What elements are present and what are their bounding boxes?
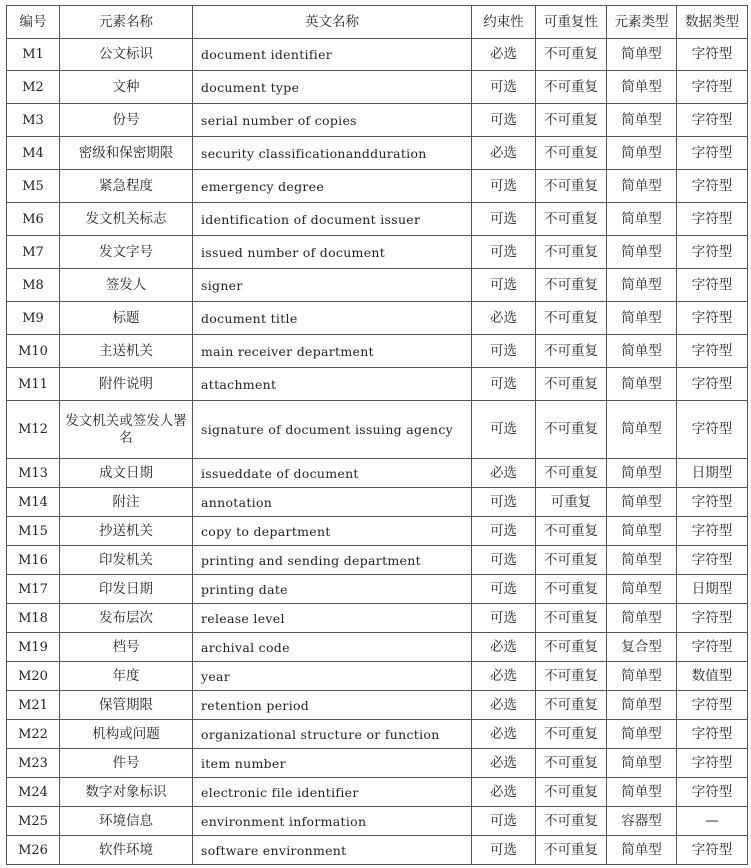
cell-repeatability: 不可重复	[536, 749, 607, 778]
table-row	[7, 778, 748, 807]
cell-repeatability: 不可重复	[536, 459, 607, 488]
cell-constraint: 必选	[472, 662, 536, 691]
cell-data-type: 字符型	[677, 104, 748, 137]
cell-repeatability: 不可重复	[536, 662, 607, 691]
cell-repeatability: 不可重复	[536, 269, 607, 302]
cell-element-name: 主送机关	[60, 335, 193, 368]
cell-data-type: 字符型	[677, 691, 748, 720]
header-element-type: 元素类型	[607, 6, 677, 39]
cell-english-name: electronic file identifier	[193, 778, 472, 807]
cell-element-type: 简单型	[607, 662, 677, 691]
cell-element-type: 简单型	[607, 836, 677, 865]
cell-repeatability: 不可重复	[536, 170, 607, 203]
cell-id: M1	[7, 39, 60, 71]
table-row	[7, 517, 748, 546]
cell-english-name: document title	[193, 302, 472, 335]
cell-element-type: 简单型	[607, 302, 677, 335]
cell-constraint: 必选	[472, 459, 536, 488]
cell-constraint: 可选	[472, 368, 536, 401]
table-row	[7, 39, 748, 71]
cell-id: M21	[7, 691, 60, 720]
cell-constraint: 可选	[472, 269, 536, 302]
cell-english-name: annotation	[193, 488, 472, 517]
cell-repeatability: 不可重复	[536, 302, 607, 335]
cell-element-name: 件号	[60, 749, 193, 778]
header-constraint: 约束性	[472, 6, 536, 39]
header-repeatability: 可重复性	[536, 6, 607, 39]
cell-english-name: issueddate of document	[193, 459, 472, 488]
header-data-type: 数据类型	[677, 6, 748, 39]
cell-element-name: 发文机关或签发人署名	[60, 401, 193, 459]
cell-element-name: 成文日期	[60, 459, 193, 488]
cell-element-name: 紧急程度	[60, 170, 193, 203]
cell-data-type: 字符型	[677, 302, 748, 335]
cell-element-name: 签发人	[60, 269, 193, 302]
table-row	[7, 368, 748, 401]
cell-constraint: 可选	[472, 170, 536, 203]
cell-element-name: 附件说明	[60, 368, 193, 401]
cell-english-name: security classificationandduration	[193, 137, 472, 170]
cell-english-name: identification of document issuer	[193, 203, 472, 236]
table-row	[7, 662, 748, 691]
cell-english-name: retention period	[193, 691, 472, 720]
cell-data-type: 字符型	[677, 170, 748, 203]
cell-id: M16	[7, 546, 60, 575]
cell-english-name: attachment	[193, 368, 472, 401]
table-header-row	[7, 6, 748, 39]
cell-data-type: 日期型	[677, 459, 748, 488]
cell-data-type: 字符型	[677, 604, 748, 633]
cell-data-type: 字符型	[677, 546, 748, 575]
cell-data-type: 字符型	[677, 368, 748, 401]
cell-repeatability: 不可重复	[536, 137, 607, 170]
cell-english-name: signature of document issuing agency	[193, 401, 472, 459]
cell-element-type: 简单型	[607, 368, 677, 401]
cell-element-name: 印发机关	[60, 546, 193, 575]
cell-data-type: 字符型	[677, 720, 748, 749]
cell-repeatability: 不可重复	[536, 546, 607, 575]
cell-constraint: 必选	[472, 633, 536, 662]
cell-repeatability: 不可重复	[536, 236, 607, 269]
cell-english-name: document type	[193, 71, 472, 104]
cell-repeatability: 不可重复	[536, 335, 607, 368]
cell-id: M7	[7, 236, 60, 269]
cell-element-name: 年度	[60, 662, 193, 691]
cell-constraint: 必选	[472, 691, 536, 720]
cell-repeatability: 不可重复	[536, 575, 607, 604]
cell-element-type: 简单型	[607, 459, 677, 488]
cell-element-name: 档号	[60, 633, 193, 662]
cell-data-type: 字符型	[677, 137, 748, 170]
cell-repeatability: 不可重复	[536, 836, 607, 865]
metadata-elements-table	[6, 5, 748, 865]
cell-element-type: 简单型	[607, 604, 677, 633]
header-id: 编号	[7, 6, 60, 39]
table-row	[7, 269, 748, 302]
cell-constraint: 可选	[472, 104, 536, 137]
cell-element-name: 文种	[60, 71, 193, 104]
cell-id: M13	[7, 459, 60, 488]
cell-data-type: 数值型	[677, 662, 748, 691]
table-row	[7, 633, 748, 662]
table-row	[7, 488, 748, 517]
cell-repeatability: 不可重复	[536, 368, 607, 401]
table-row	[7, 546, 748, 575]
cell-constraint: 必选	[472, 778, 536, 807]
cell-element-type: 简单型	[607, 236, 677, 269]
cell-constraint: 可选	[472, 517, 536, 546]
cell-element-name: 份号	[60, 104, 193, 137]
cell-id: M9	[7, 302, 60, 335]
cell-element-name: 印发日期	[60, 575, 193, 604]
cell-element-type: 简单型	[607, 488, 677, 517]
cell-element-name: 标题	[60, 302, 193, 335]
table-row	[7, 720, 748, 749]
cell-id: M24	[7, 778, 60, 807]
cell-id: M23	[7, 749, 60, 778]
cell-id: M26	[7, 836, 60, 865]
cell-english-name: year	[193, 662, 472, 691]
cell-element-name: 数字对象标识	[60, 778, 193, 807]
cell-constraint: 可选	[472, 546, 536, 575]
cell-element-type: 简单型	[607, 720, 677, 749]
cell-id: M10	[7, 335, 60, 368]
cell-constraint: 必选	[472, 302, 536, 335]
cell-constraint: 可选	[472, 203, 536, 236]
cell-constraint: 可选	[472, 836, 536, 865]
cell-data-type: 字符型	[677, 633, 748, 662]
cell-data-type: 字符型	[677, 236, 748, 269]
cell-english-name: item number	[193, 749, 472, 778]
cell-constraint: 可选	[472, 335, 536, 368]
cell-id: M2	[7, 71, 60, 104]
cell-element-name: 保管期限	[60, 691, 193, 720]
table-row	[7, 71, 748, 104]
cell-english-name: release level	[193, 604, 472, 633]
cell-constraint: 可选	[472, 71, 536, 104]
header-element-name: 元素名称	[60, 6, 193, 39]
table-row	[7, 575, 748, 604]
cell-repeatability: 不可重复	[536, 691, 607, 720]
cell-data-type: 字符型	[677, 488, 748, 517]
cell-english-name: software environment	[193, 836, 472, 865]
cell-id: M12	[7, 401, 60, 459]
cell-data-type: —	[677, 807, 748, 836]
cell-element-name: 公文标识	[60, 39, 193, 71]
cell-repeatability: 不可重复	[536, 517, 607, 546]
cell-english-name: environment information	[193, 807, 472, 836]
cell-id: M17	[7, 575, 60, 604]
cell-element-type: 简单型	[607, 269, 677, 302]
table-row	[7, 302, 748, 335]
cell-repeatability: 可重复	[536, 488, 607, 517]
table-row	[7, 604, 748, 633]
cell-english-name: main receiver department	[193, 335, 472, 368]
cell-element-name: 发布层次	[60, 604, 193, 633]
cell-element-type: 容器型	[607, 807, 677, 836]
cell-data-type: 字符型	[677, 836, 748, 865]
cell-id: M22	[7, 720, 60, 749]
cell-constraint: 可选	[472, 401, 536, 459]
metadata-table-container	[6, 5, 747, 865]
cell-constraint: 可选	[472, 236, 536, 269]
cell-id: M3	[7, 104, 60, 137]
cell-constraint: 必选	[472, 749, 536, 778]
cell-repeatability: 不可重复	[536, 604, 607, 633]
cell-constraint: 必选	[472, 137, 536, 170]
cell-element-name: 环境信息	[60, 807, 193, 836]
cell-constraint: 可选	[472, 807, 536, 836]
cell-element-type: 简单型	[607, 517, 677, 546]
cell-data-type: 字符型	[677, 39, 748, 71]
cell-constraint: 必选	[472, 39, 536, 71]
cell-element-type: 简单型	[607, 203, 677, 236]
cell-element-name: 发文字号	[60, 236, 193, 269]
table-row	[7, 236, 748, 269]
cell-constraint: 可选	[472, 604, 536, 633]
cell-element-type: 简单型	[607, 137, 677, 170]
cell-repeatability: 不可重复	[536, 71, 607, 104]
cell-element-name: 密级和保密期限	[60, 137, 193, 170]
cell-element-type: 复合型	[607, 633, 677, 662]
table-row	[7, 137, 748, 170]
cell-id: M15	[7, 517, 60, 546]
table-row	[7, 401, 748, 459]
table-row	[7, 749, 748, 778]
table-row	[7, 170, 748, 203]
cell-element-name: 抄送机关	[60, 517, 193, 546]
cell-data-type: 字符型	[677, 749, 748, 778]
cell-english-name: printing and sending department	[193, 546, 472, 575]
cell-element-type: 简单型	[607, 575, 677, 604]
cell-element-type: 简单型	[607, 401, 677, 459]
cell-data-type: 字符型	[677, 71, 748, 104]
table-row	[7, 836, 748, 865]
table-row	[7, 104, 748, 137]
cell-repeatability: 不可重复	[536, 203, 607, 236]
cell-english-name: copy to department	[193, 517, 472, 546]
cell-repeatability: 不可重复	[536, 807, 607, 836]
cell-id: M19	[7, 633, 60, 662]
cell-constraint: 可选	[472, 575, 536, 604]
cell-element-type: 简单型	[607, 335, 677, 368]
cell-element-type: 简单型	[607, 104, 677, 137]
cell-repeatability: 不可重复	[536, 633, 607, 662]
cell-english-name: issued number of document	[193, 236, 472, 269]
cell-element-name: 机构或问题	[60, 720, 193, 749]
cell-id: M4	[7, 137, 60, 170]
cell-element-name: 发文机关标志	[60, 203, 193, 236]
cell-data-type: 字符型	[677, 778, 748, 807]
cell-id: M20	[7, 662, 60, 691]
cell-english-name: emergency degree	[193, 170, 472, 203]
table-row	[7, 335, 748, 368]
cell-id: M18	[7, 604, 60, 633]
table-row	[7, 203, 748, 236]
cell-data-type: 字符型	[677, 517, 748, 546]
cell-constraint: 可选	[472, 488, 536, 517]
header-english-name: 英文名称	[193, 6, 472, 39]
cell-repeatability: 不可重复	[536, 104, 607, 137]
cell-element-type: 简单型	[607, 778, 677, 807]
cell-id: M25	[7, 807, 60, 836]
cell-data-type: 字符型	[677, 335, 748, 368]
cell-data-type: 日期型	[677, 575, 748, 604]
cell-repeatability: 不可重复	[536, 401, 607, 459]
table-row	[7, 807, 748, 836]
cell-repeatability: 不可重复	[536, 778, 607, 807]
cell-element-name: 附注	[60, 488, 193, 517]
cell-element-type: 简单型	[607, 749, 677, 778]
cell-id: M5	[7, 170, 60, 203]
cell-element-name: 软件环境	[60, 836, 193, 865]
cell-data-type: 字符型	[677, 203, 748, 236]
cell-element-type: 简单型	[607, 691, 677, 720]
cell-data-type: 字符型	[677, 269, 748, 302]
cell-id: M8	[7, 269, 60, 302]
cell-english-name: signer	[193, 269, 472, 302]
cell-english-name: serial number of copies	[193, 104, 472, 137]
cell-data-type: 字符型	[677, 401, 748, 459]
cell-repeatability: 不可重复	[536, 720, 607, 749]
cell-english-name: document identifier	[193, 39, 472, 71]
table-row	[7, 459, 748, 488]
cell-english-name: printing date	[193, 575, 472, 604]
cell-repeatability: 不可重复	[536, 39, 607, 71]
cell-english-name: organizational structure or function	[193, 720, 472, 749]
cell-id: M14	[7, 488, 60, 517]
cell-element-type: 简单型	[607, 170, 677, 203]
cell-constraint: 必选	[472, 720, 536, 749]
table-row	[7, 691, 748, 720]
cell-element-type: 简单型	[607, 546, 677, 575]
cell-english-name: archival code	[193, 633, 472, 662]
cell-element-type: 简单型	[607, 71, 677, 104]
cell-id: M6	[7, 203, 60, 236]
cell-element-type: 简单型	[607, 39, 677, 71]
cell-id: M11	[7, 368, 60, 401]
